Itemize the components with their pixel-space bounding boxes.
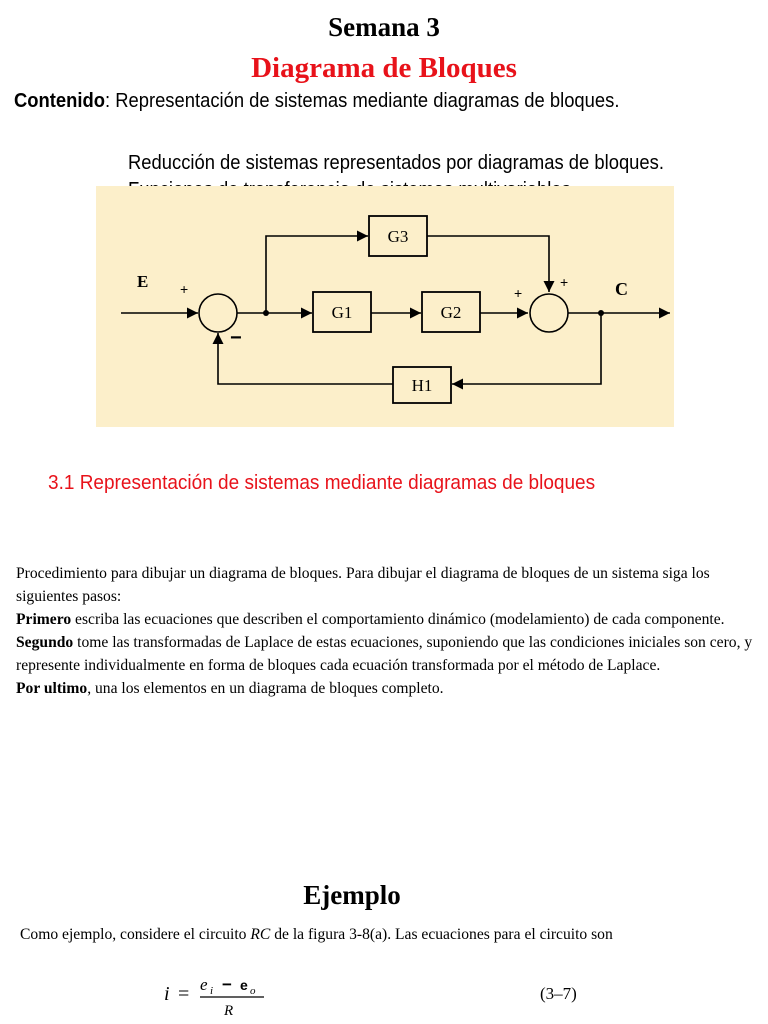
procedure-step-1 (16, 608, 756, 631)
week-title: Semana 3 (328, 12, 440, 42)
step-1-label: Primero (16, 611, 72, 628)
block-diagram (96, 186, 674, 427)
procedure-intro: Procedimiento para dibujar un diagrama de bloques. Para dibujar el diagrama de bloques de un sistema siga los siguientes pasos: (16, 565, 710, 605)
diagram-background (96, 186, 674, 427)
section-heading: 3.1 Representación de sistemas mediante diagramas de bloques (48, 472, 596, 494)
equation-numerator-b: e (240, 977, 248, 993)
block-g3-label: G3 (387, 227, 409, 246)
step-1-text: escriba las ecuaciones que describen el comportamiento dinámico (modelamiento) de cada componente. (71, 611, 725, 628)
step-2-label: Segundo (16, 634, 74, 651)
equation-minus: − (222, 975, 232, 994)
block-h1-label: H1 (411, 376, 433, 395)
contents-item-2: Reducción de sistemas representados por diagramas de bloques. (128, 152, 664, 174)
contents-line-1 (14, 90, 619, 113)
equation-numerator-a: e (200, 975, 208, 994)
equation-number: (3–7) (540, 984, 577, 1003)
procedure-step-2 (16, 631, 756, 677)
block-g2-label: G2 (440, 303, 462, 322)
step-3-label: Por ultimo (16, 680, 88, 697)
step-3-text: , una los elementos en un diagrama de bloques completo. (87, 680, 444, 697)
example-text-rc: RC (250, 926, 271, 943)
contents-item-1: : Representación de sistemas mediante diagramas de bloques. (104, 90, 620, 112)
equation-numerator-b-sub: o (250, 985, 256, 997)
sum1-minus-sign: − (230, 327, 242, 349)
example-text (20, 926, 613, 944)
example-text-before: Como ejemplo, considere el circuito (20, 926, 251, 943)
example-title: Ejemplo (303, 880, 401, 910)
equation-denominator: R (224, 1003, 234, 1019)
equation-3-7 (160, 970, 280, 1020)
block-g1-label: G1 (331, 303, 353, 322)
equation-lhs: i (164, 983, 170, 1005)
procedure-text (16, 562, 756, 700)
sum2-plus-sign-left: + (514, 285, 523, 301)
contents-label: Contenido (14, 90, 105, 112)
equation-numerator-a-sub: i (210, 985, 214, 997)
procedure-step-3 (16, 677, 756, 700)
input-label: E (137, 272, 149, 291)
sum2-plus-sign-top: + (560, 274, 569, 290)
step-2-text: tome las transformadas de Laplace de estas ecuaciones, suponiendo que las condiciones iniciales son cero, y represente individualmente en forma de bloques cada ecuación transformada por el método de Laplace. (16, 634, 753, 674)
equation-equals: = (178, 983, 190, 1005)
output-label: C (615, 279, 628, 299)
page-title: Diagrama de Bloques (251, 52, 517, 84)
sum1-plus-sign: + (180, 281, 189, 297)
example-text-after: de la figura 3-8(a). Las ecuaciones para el circuito son (270, 926, 613, 943)
